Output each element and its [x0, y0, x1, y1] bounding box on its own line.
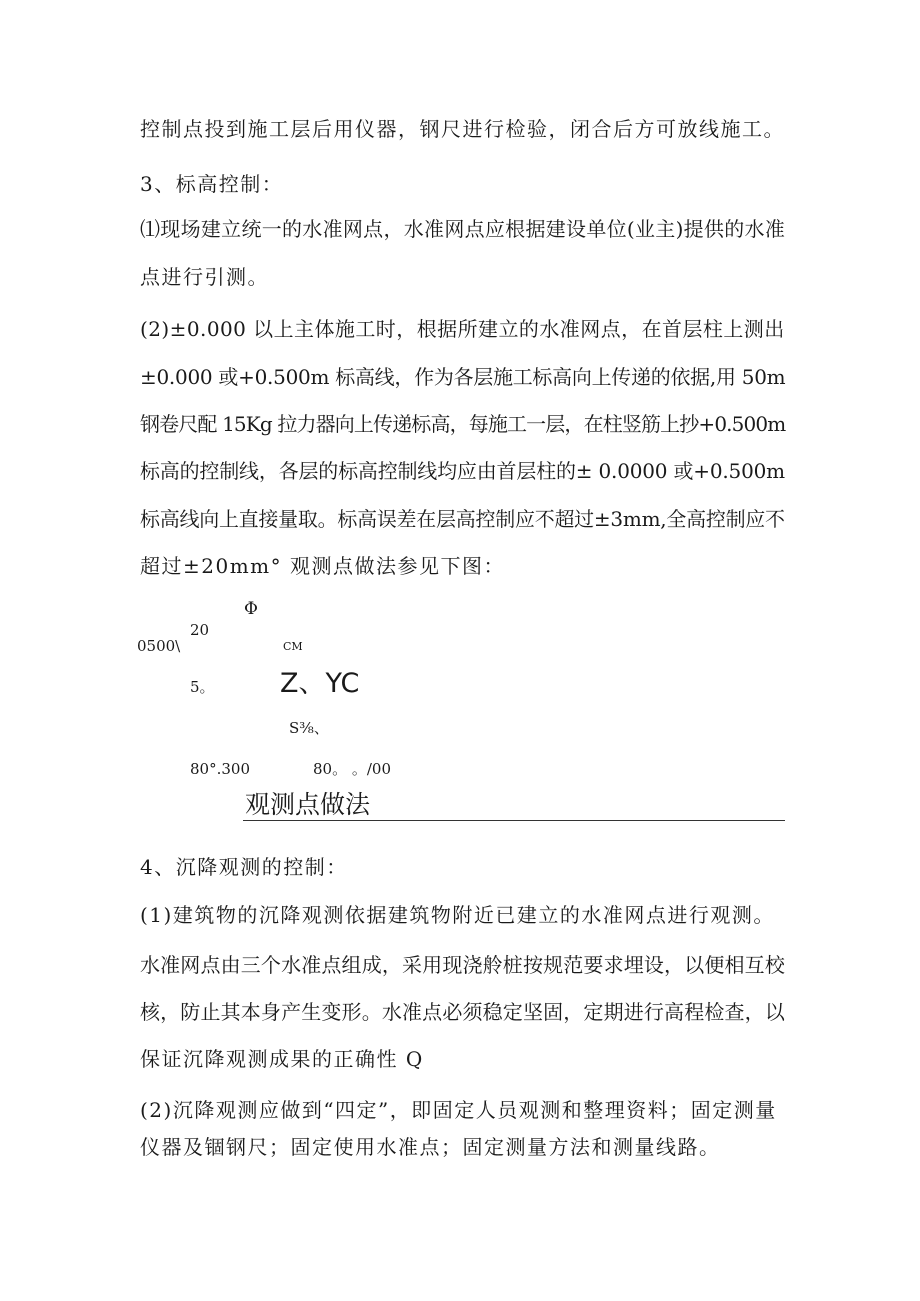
section4-p1-line2: 水准网点由三个水准点组成，采用现浇舲桩按规范要求埋设，以便相互校	[140, 953, 785, 977]
figure-label-0500: 0500\	[137, 637, 181, 655]
section2-tail-text: 控制点投到施工层后用仪器，钢尺进行检验，闭合后方可放线施工。	[140, 117, 785, 141]
section4-p1-line3: 核，防止其本身产生变形。水准点必须稳定坚固，定期进行高程检查，以	[140, 1000, 785, 1024]
figure-label-cm: CM	[283, 640, 303, 653]
section3-p2-line3: 钢卷尺配 15Kg 拉力器向上传递标高，每施工一层，在柱竖筋上抄+0.500m	[140, 412, 786, 436]
figure-label-20: 20	[190, 621, 210, 639]
figure-label-zyc: Z、YC	[280, 668, 360, 699]
section3-p2-line1: (2)±0.000 以上主体施工时，根据所建立的水准网点，在首层柱上测出	[140, 317, 785, 341]
figure-label-5: 5。	[190, 678, 215, 696]
section4-p1-line1: (1)建筑物的沉降观测依据建筑物附近已建立的水准网点进行观测。	[140, 903, 775, 927]
section4-heading: 4、沉降观测的控制：	[140, 855, 348, 879]
section3-p2-line2: ±0.000 或+0.500m 标高线，作为各层施工标高向上传递的依据,用 50m	[140, 365, 786, 389]
section3-p1-line2: 点进行引测。	[140, 265, 269, 289]
figure-label-s: S⅜、	[289, 719, 329, 737]
section3-p2-line6: 超过±20mm° 观测点做法参见下图：	[140, 554, 505, 578]
section4-p2-line2: 仪器及锢钢尺；固定使用水准点；固定测量方法和测量线路。	[140, 1135, 721, 1159]
figure-label-80-300: 80°.300	[190, 760, 250, 778]
figure-phi-symbol: Φ	[244, 599, 258, 619]
section3-p2-line5: 标高线向上直接量取。标高误差在层高控制应不超过±3mm,全高控制应不	[140, 507, 785, 531]
section4-p2-line1: (2)沉降观测应做到“四定”，即固定人员观测和整理资料；固定测量	[140, 1098, 777, 1122]
figure-caption: 观测点做法	[245, 790, 371, 819]
figure-label-80: 80。 。/00	[313, 760, 391, 778]
section3-p1-line1: ⑴现场建立统一的水准网点，水准网点应根据建设单位(业主)提供的水准	[140, 217, 786, 241]
section4-p1-line4: 保证沉降观测成果的正确性 Q	[140, 1047, 424, 1071]
section3-p2-line4: 标高的控制线，各层的标高控制线均应由首层柱的± 0.0000 或+0.500m	[140, 459, 785, 483]
section3-heading: 3、标高控制：	[140, 172, 284, 196]
figure-caption-underline	[243, 820, 785, 821]
